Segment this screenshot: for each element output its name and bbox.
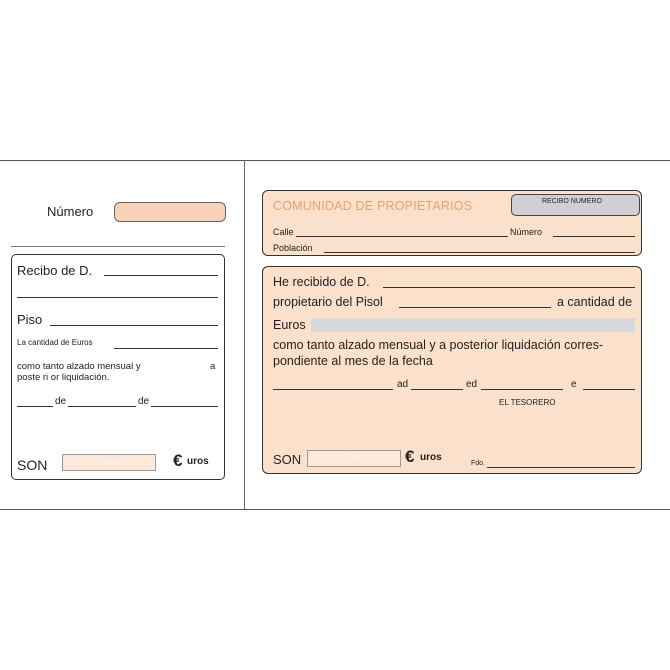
propietario-label: propietario del Pisol — [273, 295, 383, 309]
numero-label: Número — [510, 227, 543, 237]
euros-currency-label: uros — [420, 452, 442, 463]
stub-piso-label: Piso — [17, 312, 43, 327]
stub-recibo-de-line[interactable] — [104, 275, 218, 276]
stub-concepto-line-2: poste ri or liquidación. — [17, 372, 110, 383]
stub-piso-line[interactable] — [50, 325, 218, 326]
he-recibido-label: He recibido de D. — [273, 275, 370, 289]
stub-concepto-line-1: como tanto alzado mensual y — [17, 361, 141, 372]
perforation-line — [244, 160, 245, 509]
stub-date-line-2[interactable] — [68, 406, 136, 407]
header-box — [262, 190, 642, 256]
receipt-body-box — [262, 266, 642, 474]
tesorero-label: EL TESORERO — [499, 398, 556, 407]
piso-line[interactable] — [399, 307, 551, 308]
stub-recibo-de-label: Recibo de D. — [17, 263, 93, 278]
stub-son-hint: Euros — [98, 457, 120, 466]
stub-euros-label: uros — [187, 456, 209, 467]
bottom-border — [0, 509, 670, 510]
stub-numero-label: Número — [47, 204, 94, 219]
date-line-place[interactable] — [273, 389, 393, 390]
stub-box — [11, 254, 225, 480]
stub-divider — [11, 246, 225, 247]
stub-date-line-3[interactable] — [151, 406, 218, 407]
a-cantidad-label: a cantidad de — [557, 295, 633, 309]
son-hint: Euros — [343, 453, 365, 462]
stub-de-2: de — [138, 396, 150, 407]
numero-line[interactable] — [553, 236, 635, 237]
euros-amount-field[interactable] — [311, 318, 635, 332]
stub-cantidad-line[interactable] — [114, 348, 218, 349]
signature-line[interactable] — [487, 467, 635, 468]
euros-label: Euros — [273, 318, 306, 332]
date-ed: ed — [466, 379, 478, 390]
son-label: SON — [273, 452, 302, 467]
receipt-form — [0, 160, 670, 510]
concepto-line-2: pondiente al mes de la fecha — [273, 354, 433, 368]
date-line-year[interactable] — [583, 389, 635, 390]
recibo-numero-label: RECIBO NUMERO — [542, 198, 602, 205]
calle-line[interactable] — [296, 236, 508, 237]
stub-son-field[interactable] — [62, 454, 156, 471]
date-line-day[interactable] — [411, 389, 463, 390]
date-e: e — [571, 379, 577, 390]
date-ad: ad — [397, 379, 409, 390]
calle-label: Calle — [273, 227, 294, 237]
recibo-numero-field[interactable] — [511, 194, 640, 216]
stub-cantidad-label: La cantidad de Euros — [17, 338, 93, 347]
date-line-month[interactable] — [481, 389, 563, 390]
stub-numero-field[interactable] — [114, 202, 226, 222]
stub-date-line-1[interactable] — [17, 406, 53, 407]
stub-de-1: de — [55, 396, 67, 407]
top-border — [0, 160, 670, 161]
he-recibido-line[interactable] — [383, 287, 635, 288]
euro-icon: € — [173, 451, 183, 470]
comunidad-title: COMUNIDAD DE PROPIETARIOS — [273, 199, 473, 213]
concepto-line-1: como tanto alzado mensual y a posterior liquidación corres- — [273, 338, 604, 352]
fdo-label: Fdo. — [471, 460, 486, 467]
son-field[interactable] — [307, 450, 401, 467]
stub-recibo-de-line-2[interactable] — [17, 297, 218, 298]
stub-son-label: SON — [17, 457, 48, 473]
stub-concepto-a: a — [210, 361, 216, 372]
poblacion-label: Población — [273, 243, 313, 253]
euro-icon: € — [405, 447, 415, 466]
poblacion-line[interactable] — [324, 252, 635, 253]
